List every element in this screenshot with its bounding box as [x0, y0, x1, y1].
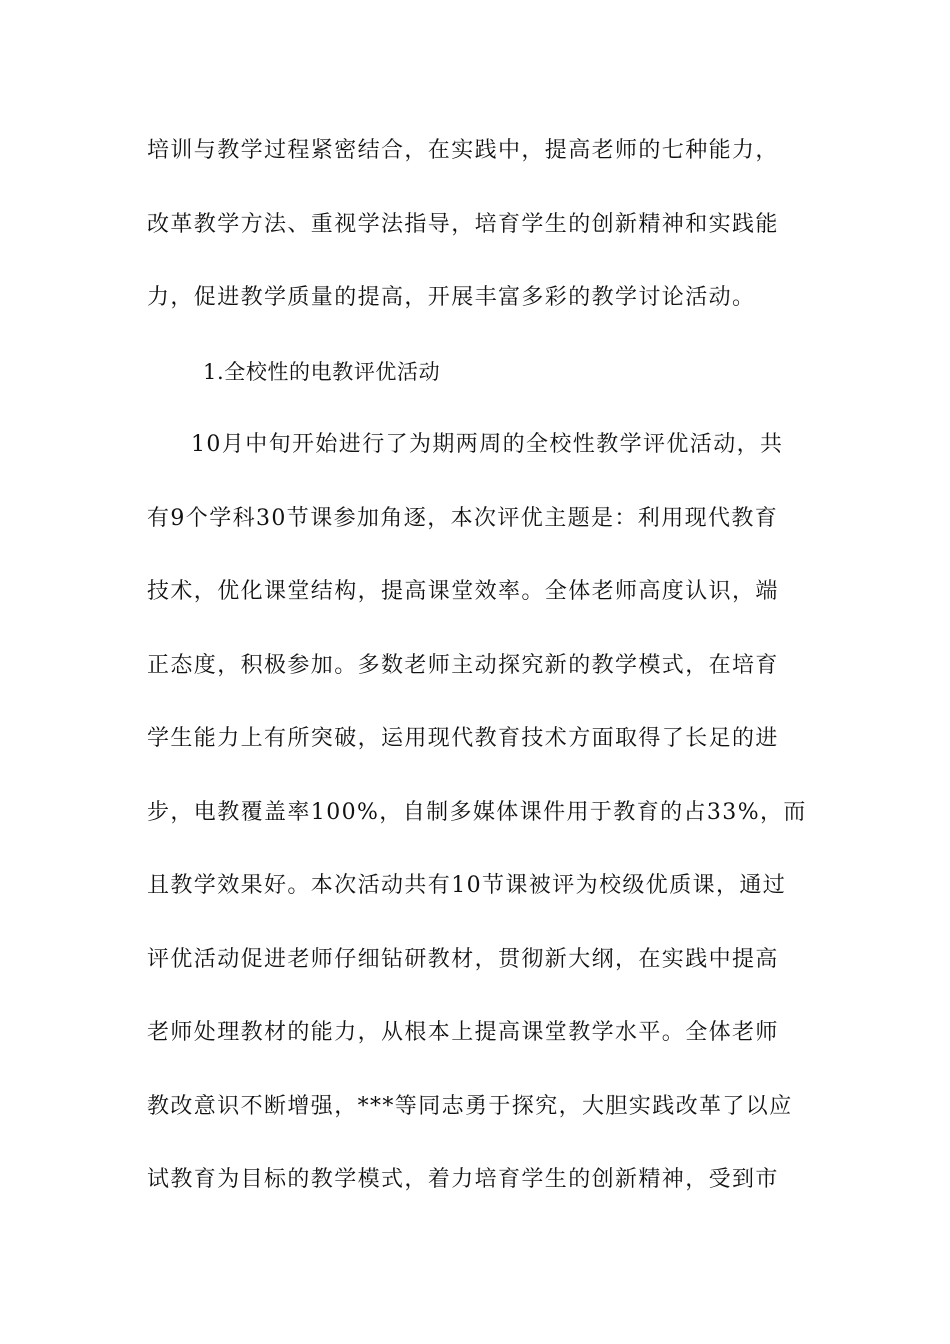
text-line: 老师处理教材的能力，从根本上提高课堂教学水平。全体老师 [147, 1020, 779, 1045]
text-line: 培训与教学过程紧密结合，在实践中，提高老师的七种能力， [147, 138, 779, 163]
text-line: 评优活动促进老师仔细钻研教材，贯彻新大纲，在实践中提高 [147, 946, 779, 972]
text-line: 改革教学方法、重视学法指导，培育学生的创新精神和实践能 [147, 211, 779, 237]
section-heading: 1.全校性的电教评优活动 [203, 359, 441, 384]
text-line: 技术，优化课堂结构，提高课堂效率。全体老师高度认识，端 [147, 579, 779, 604]
paragraph-first-line: 10月中旬开始进行了为期两周的全校性教学评优活动，共 [191, 432, 784, 457]
text-line: 试教育为目标的教学模式，着力培育学生的创新精神，受到市 [147, 1167, 779, 1192]
text-line: 正态度，积极参加。多数老师主动探究新的教学模式，在培育 [147, 652, 779, 678]
text-line: 有9个学科30节课参加角逐，本次评优主题是：利用现代教育 [147, 505, 779, 531]
text-line: 力，促进教学质量的提高，开展丰富多彩的教学讨论活动。 [147, 285, 756, 310]
text-line: 教改意识不断增强，***等同志勇于探究，大胆实践改革了以应 [147, 1093, 793, 1119]
text-line: 学生能力上有所突破，运用现代教育技术方面取得了长足的进 [147, 726, 779, 751]
body-text [147, 126, 807, 1229]
text-line: 步，电教覆盖率100%，自制多媒体课件用于教育的占33%，而 [147, 799, 807, 825]
text-line: 且教学效果好。本次活动共有10节课被评为校级优质课，通过 [147, 873, 787, 898]
